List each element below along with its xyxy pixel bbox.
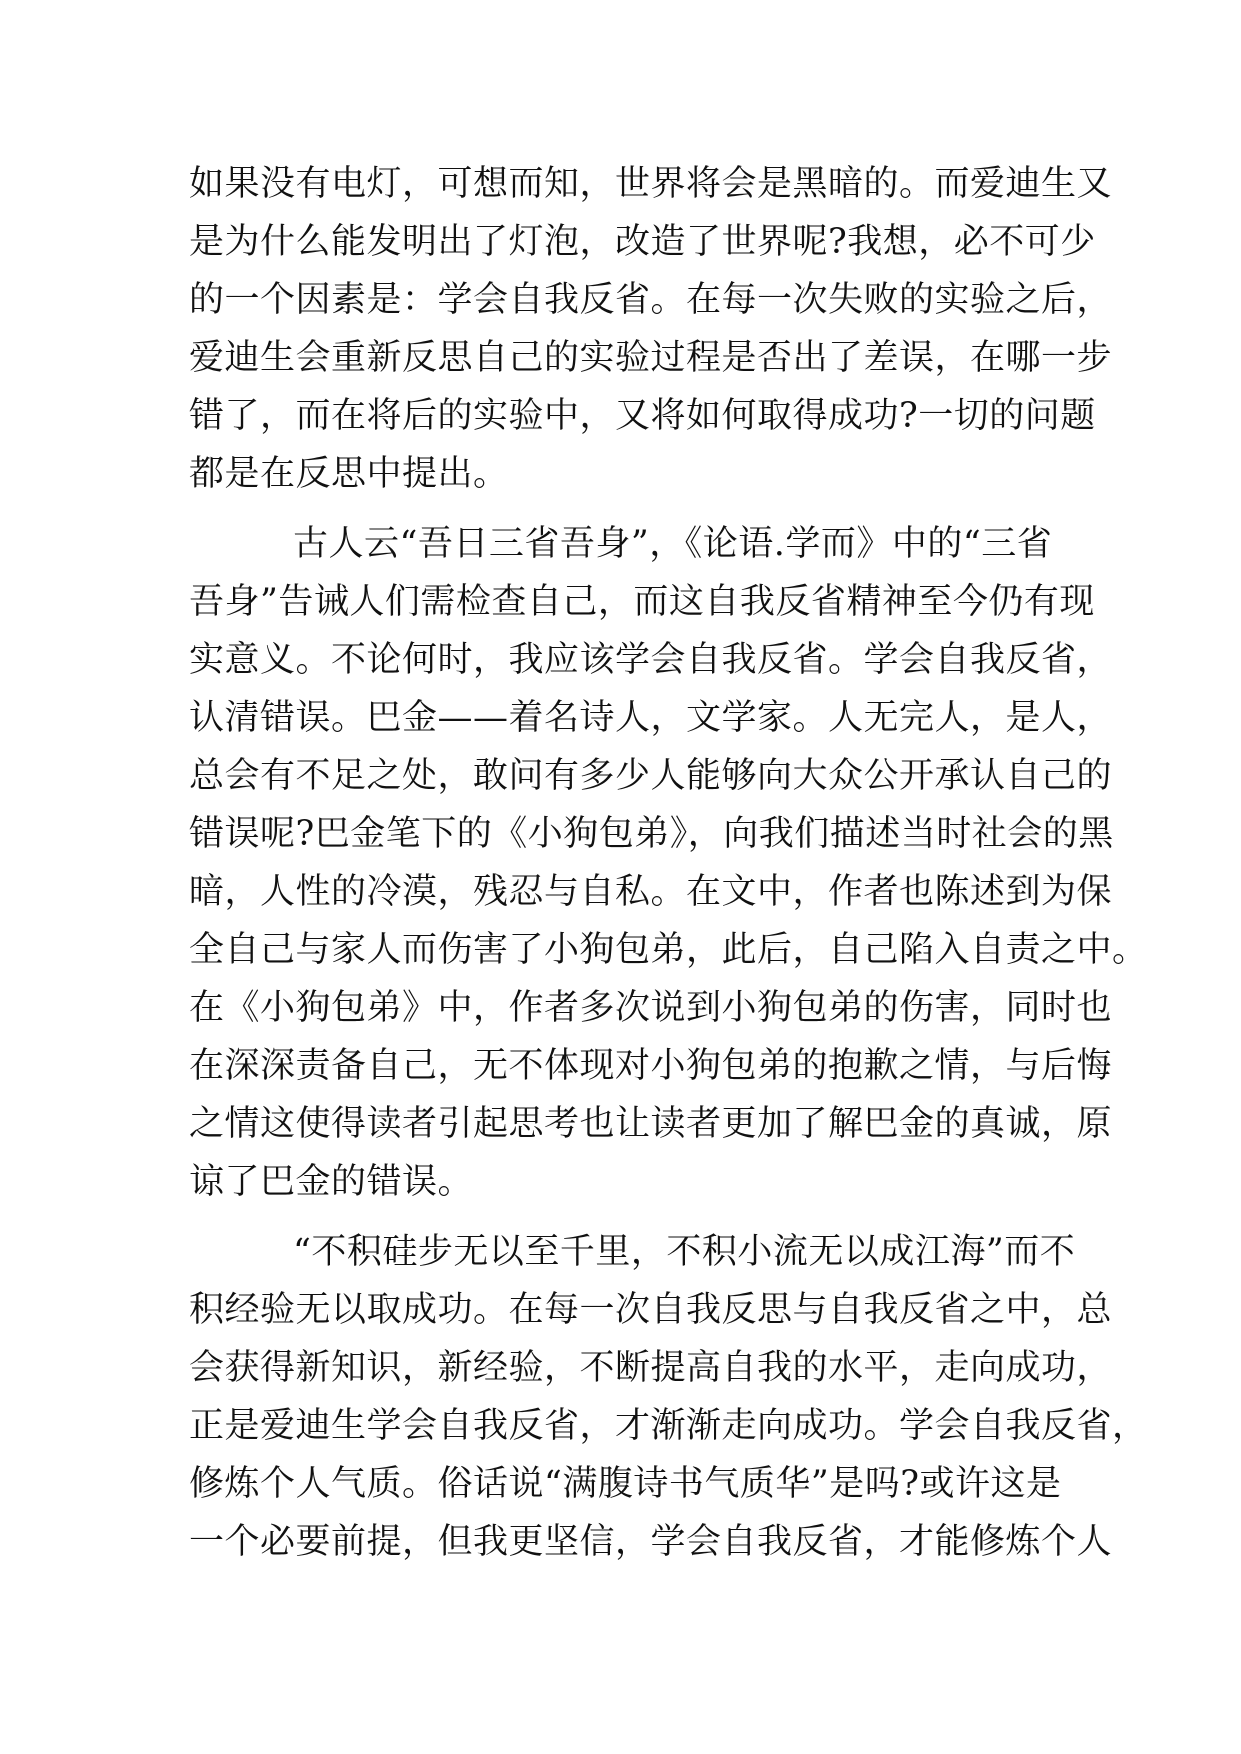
body-text xyxy=(189,155,1148,1571)
paragraph-3 xyxy=(189,1223,1148,1571)
text-line: 是为什么能发明出了灯泡，改造了世界呢?我想，必不可少 xyxy=(189,222,1096,262)
text-line: 如果没有电灯，可想而知，世界将会是黑暗的。而爱迪生又 xyxy=(189,164,1113,204)
text-line: 正是爱迪生学会自我反省，才渐渐走向成功。学会自我反省， xyxy=(189,1406,1148,1446)
text-line: 实意义。不论何时，我应该学会自我反省。学会自我反省， xyxy=(189,640,1113,680)
text-line: 一个必要前提，但我更坚信，学会自我反省，才能修炼个人 xyxy=(189,1522,1113,1562)
text-line: 错误呢?巴金笔下的《小狗包弟》，向我们描述当时社会的黑 xyxy=(189,814,1114,854)
text-line: 暗，人性的冷漠，残忍与自私。在文中，作者也陈述到为保 xyxy=(189,872,1113,912)
text-line: 吾身”告诫人们需检查自己，而这自我反省精神至今仍有现 xyxy=(189,582,1095,622)
text-line: 在深深责备自己，无不体现对小狗包弟的抱歉之情，与后悔 xyxy=(189,1046,1113,1086)
text-line: 全自己与家人而伤害了小狗包弟，此后，自己陷入自责之中。 xyxy=(189,930,1148,970)
paragraph-spacer xyxy=(189,503,1059,515)
text-line: 古人云“吾日三省吾身”，《论语.学而》中的“三省 xyxy=(293,524,1053,564)
text-line: 总会有不足之处，敢问有多少人能够向大众公开承认自己的 xyxy=(189,756,1113,796)
text-line: 谅了巴金的错误。 xyxy=(189,1162,474,1202)
text-line: 积经验无以取成功。在每一次自我反思与自我反省之中，总 xyxy=(189,1290,1113,1330)
paragraph-1 xyxy=(189,155,1113,503)
text-line: 认清错误。巴金——着名诗人，文学家。人无完人，是人， xyxy=(189,698,1113,738)
text-line: 会获得新知识，新经验，不断提高自我的水平，走向成功， xyxy=(189,1348,1113,1388)
text-line: 都是在反思中提出。 xyxy=(189,454,509,494)
text-line: 错了，而在将后的实验中，又将如何取得成功?一切的问题 xyxy=(189,396,1096,436)
text-line: 爱迪生会重新反思自己的实验过程是否出了差误，在哪一步 xyxy=(189,338,1113,378)
text-line: “不积硅步无以至千里，不积小流无以成江海”而不 xyxy=(293,1232,1076,1272)
paragraph-2 xyxy=(189,515,1148,1211)
text-line: 修炼个人气质。俗话说“满腹诗书气质华”是吗?或许这是 xyxy=(189,1464,1062,1504)
text-line: 在《小狗包弟》中，作者多次说到小狗包弟的伤害，同时也 xyxy=(189,988,1113,1028)
text-line: 的一个因素是：学会自我反省。在每一次失败的实验之后， xyxy=(189,280,1113,320)
paragraph-spacer xyxy=(189,1211,1059,1223)
text-line: 之情这使得读者引起思考也让读者更加了解巴金的真诚，原 xyxy=(189,1104,1113,1144)
